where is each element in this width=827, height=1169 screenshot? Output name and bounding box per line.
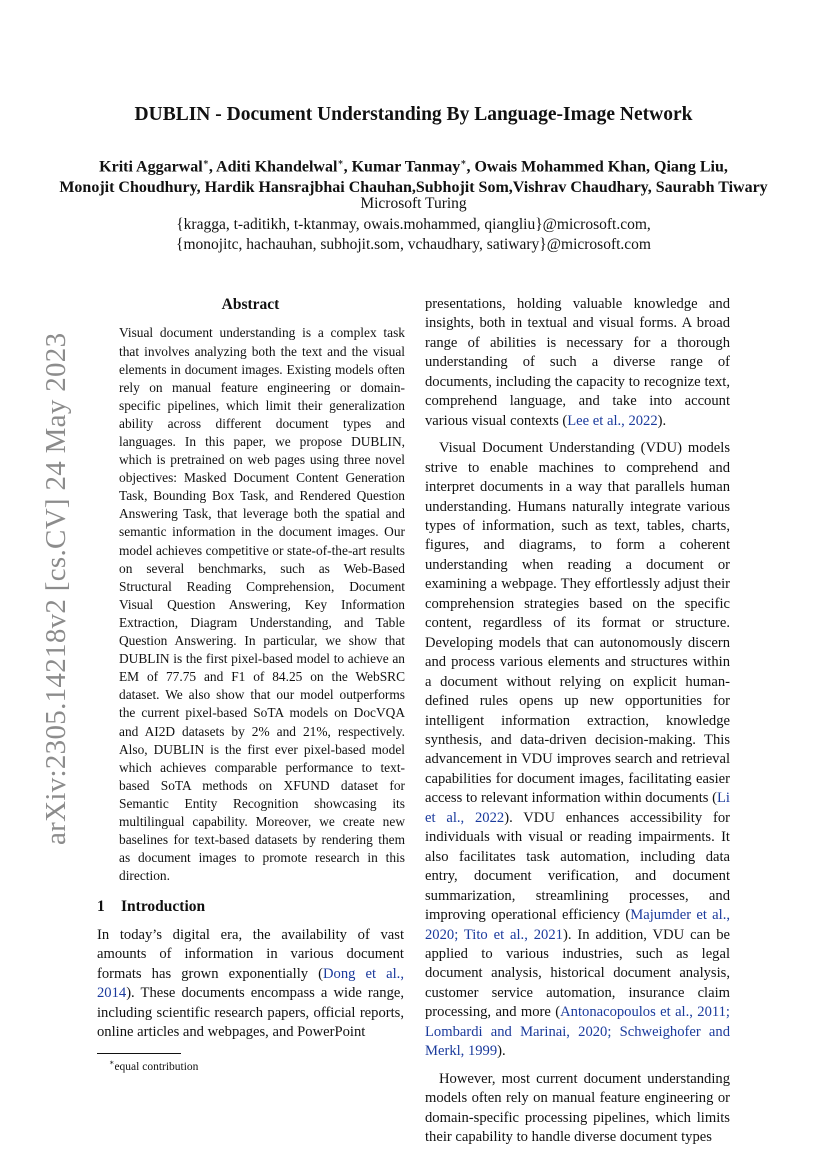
right-column (425, 295, 731, 1146)
paragraph-text: ). (657, 412, 667, 429)
author-separator: , (646, 158, 655, 176)
author-separator: , (466, 158, 475, 176)
author-separator: , (343, 158, 352, 176)
intro-paragraph-2 (425, 439, 730, 1062)
equal-contribution-mark: ∗ (337, 157, 344, 167)
equal-contribution-mark: ∗ (202, 157, 209, 167)
footnote-text: equal contribution (114, 1060, 199, 1073)
abstract-text: Visual document understanding is a complex task that involves analyzing both the text and the visual elements in document images. Existing models often rely on manual feature engineering or domain-specific pipelines, which limit their generalization ability across different document types and languages. In this paper, we propose DUBLIN, which is pretrained on web pages using three novel objectives: Masked Document Content Generation Task, Bounding Box Task, and Rendered Question Answering Task, that leverage both the spatial and semantic information in the document images. Our model achieves competitive or state-of-the-art results on several benchmarks, such as Web-Based Structural Reading Comprehension, Document Visual Question Answering, Key Information Extraction, Diagram Understanding, and Table Question Answering. In particular, we show that DUBLIN is the first pixel-based model to achieve an EM of 77.75 and F1 of 84.25 on the WebSRC dataset. We also show that our model outperforms the current pixel-based SoTA models on DocVQA and AI2D datasets by 2% and 21%, respectively. Also, DUBLIN is the first ever pixel-based model which achieves comparable performance to text-based SoTA methods on XFUND dataset for Semantic Entity Recognition showcasing its multilingual capability. Moreover, we create new baselines for text-based datasets by rendering them as document images to promote research in this direction. (119, 325, 405, 884)
paragraph-text: ). These documents encompass a wide range, including scientific research papers, official reports, online articles and webpages, and PowerPoint (97, 985, 404, 1041)
author: Qiang Liu (654, 158, 724, 176)
citation-link[interactable]: Antonacopoulos et al., 2011; Lombardi and Marinai, 2020; Schweighofer and Merkl, 1999 (425, 1004, 730, 1060)
citation-link[interactable]: Majumder et al., 2020; Tito et al., 2021 (425, 907, 731, 943)
intro-paragraph-3 (425, 1070, 730, 1148)
abstract-heading: Abstract (221, 296, 280, 313)
paragraph-text: ). VDU enhances accessibility for individuals with visual or reading impairments. It also facilitates task automation, including data entry, document verification, and document summarization, streamlining processes, and improving operational efficiency ( (425, 809, 730, 924)
citation-link[interactable]: Lee et al., 2022 (567, 412, 658, 429)
paragraph-text: presentations, holding valuable knowledge and insights, both in textual and visual forms. A broad range of abilities is necessary for a thorough understanding of such a diverse range of documents, including the capacity to recognize text, comprehend language, and take into account various visual contexts ( (425, 296, 730, 429)
footnote-mark: ∗ (109, 1058, 115, 1067)
footnote-rule (97, 1053, 181, 1054)
intro-paragraph-1-continued (425, 295, 730, 431)
author-emails-2: {monojitc, hachauhan, subhojit.som, vchaudhary, satiwary}@microsoft.com (176, 236, 651, 253)
equal-contribution-mark: ∗ (460, 157, 467, 167)
footnote (109, 1058, 198, 1073)
paragraph-text: However, most current document understanding models often rely on manual feature engineering or domain-specific processing pipelines, which limits their capability to handle diverse document types (425, 1070, 730, 1146)
citation-link[interactable]: Dong et al., 2014 (97, 965, 404, 1002)
arxiv-sidebar-id: arXiv:2305.14218v2 [cs.CV] 24 May 2023 (40, 332, 72, 845)
paragraph-text: ). In addition, VDU can be applied to various industries, such as legal document analysis, historical document analysis, customer service automation, insurance claim processing, and more ( (425, 926, 730, 1021)
section-number: 1 (97, 898, 105, 916)
author-separator: , (723, 158, 728, 176)
left-column (97, 295, 404, 1043)
citation-link[interactable]: Li et al., 2022 (425, 790, 730, 826)
author-list (30, 152, 797, 198)
paper-title: DUBLIN - Document Understanding By Language-Image Network (134, 104, 693, 125)
author: Kumar Tanmay (351, 158, 461, 176)
intro-paragraph-1 (97, 926, 404, 1043)
section-heading-introduction (97, 897, 404, 916)
author: Kriti Aggarwal (99, 158, 203, 176)
author-line-1 (30, 152, 797, 177)
paragraph-text: In today’s digital era, the availability of vast amounts of information in various document formats has grown exponentially ( (97, 926, 404, 982)
paragraph-text: ). (497, 1043, 506, 1060)
author: Owais Mohammed Khan (474, 158, 647, 176)
affiliation-org: Microsoft Turing (360, 195, 467, 212)
author-line-2: Monojit Choudhury, Hardik Hansrajbhai Chauhan,Subhojit Som,Vishrav Chaudhary, Saurabh Tiwary (59, 179, 768, 197)
author-separator: , (208, 158, 217, 176)
affiliation-block (0, 194, 827, 256)
section-title: Introduction (121, 898, 206, 916)
paragraph-text: Visual Document Understanding (VDU) models strive to enable machines to comprehend and interpret documents in a way that parallels human understanding. Humans naturally integrate various types of information, such as text, tables, charts, figures, and diagrams, to form a coherent understanding when reading a document or examining a webpage. They effortlessly adjust their comprehension strategies based on the specific content, regardless of its format or structure. Developing models that can autonomously discern and process various elements and structures within a document without relying on explicit human-defined rules opens up new opportunities for intelligent information extraction, knowledge synthesis, and data-driven decision-making. This advancement in VDU improves search and retrieval capabilities for document images, facilitating easier access to relevant information within documents ( (425, 440, 730, 807)
author: Aditi Khandelwal (216, 158, 338, 176)
author-emails-1: {kragga, t-aditikh, t-ktanmay, owais.mohammed, qiangliu}@microsoft.com, (176, 215, 651, 233)
